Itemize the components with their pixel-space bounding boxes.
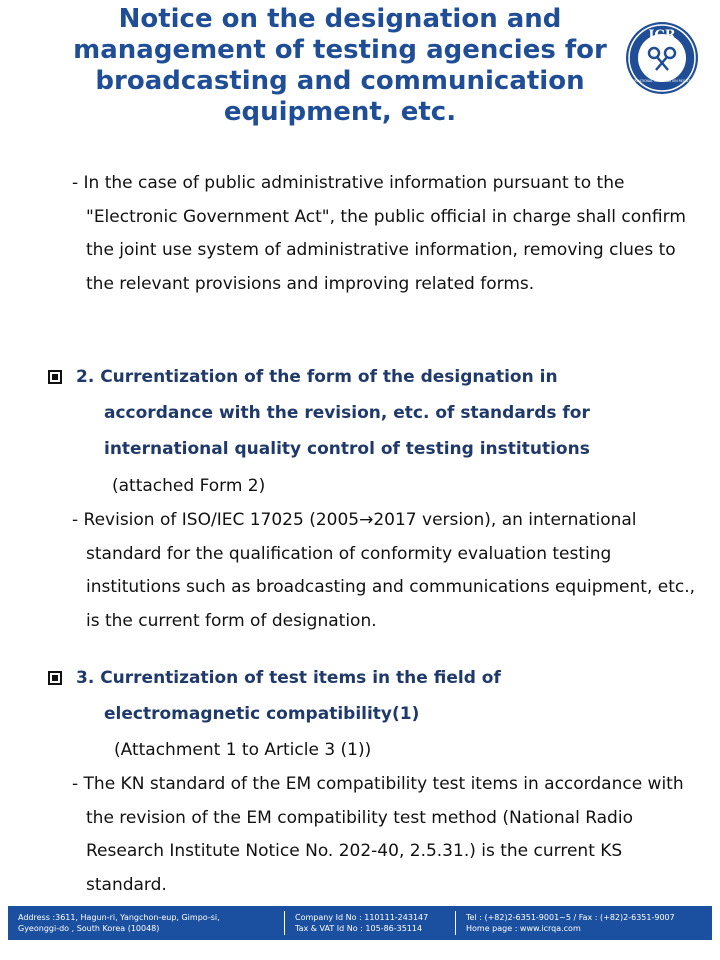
logo-subtext: INTERNATIONAL CERTIFICATION REGISTRAR	[627, 79, 697, 83]
logo-text: ICR	[648, 28, 676, 43]
section2-heading-text: 2. Currentization of the form of the designation in accordance with the revision, etc. of standards for international quality control of testing institutions	[76, 367, 590, 459]
footer-company-line: Company Id No : 110111-243147	[295, 913, 429, 922]
section3-heading-text: 3. Currentization of test items in the field of electromagnetic compatibility(1)	[76, 668, 501, 724]
footer-contact-line: Home page : www.icrqa.com	[466, 924, 581, 933]
section2-attachment: (attached Form 2)	[112, 476, 266, 496]
icr-logo	[624, 20, 700, 96]
section-square-icon	[48, 370, 62, 384]
footer-company	[285, 912, 455, 934]
footer-address	[8, 912, 284, 934]
footer-contact-line: Tel : (+82)2-6351-9001~5 / Fax : (+82)2-6351-9007	[466, 913, 675, 922]
section-square-icon	[48, 671, 62, 685]
section3-heading	[76, 660, 596, 732]
icr-seal-icon	[624, 20, 700, 96]
section2-heading	[76, 359, 636, 467]
footer-address-line: Address :3611, Hagun-ri, Yangchon-eup, Gimpo-si,	[18, 913, 220, 922]
section3-attachment: (Attachment 1 to Article 3 (1))	[114, 740, 372, 760]
footer-address-line: Gyeonggi-do , South Korea (10048)	[18, 924, 160, 933]
footer-contact	[456, 912, 712, 934]
section3-body: - The KN standard of the EM compatibility test items in accordance with the revision of the EM compatibility test method (National Radio Research Institute Notice No. 202-40, 2.5.31.) is the current KS standard.	[72, 774, 684, 895]
footer-bar	[8, 906, 712, 940]
intro-paragraph: - In the case of public administrative information pursuant to the "Electronic Government Act", the public official in charge shall confirm the joint use system of administrative information, removing clues to the relevant provisions and improving related forms.	[72, 173, 686, 294]
section2-body: - Revision of ISO/IEC 17025 (2005→2017 version), an international standard for the qualification of conformity evaluation testing institutions such as broadcasting and communications equipment, etc., is the current form of designation.	[72, 510, 696, 631]
page-title: Notice on the designation and management of testing agencies for broadcasting and communication equipment, etc.	[73, 4, 607, 127]
footer-company-line: Tax & VAT Id No : 105-86-35114	[295, 924, 423, 933]
